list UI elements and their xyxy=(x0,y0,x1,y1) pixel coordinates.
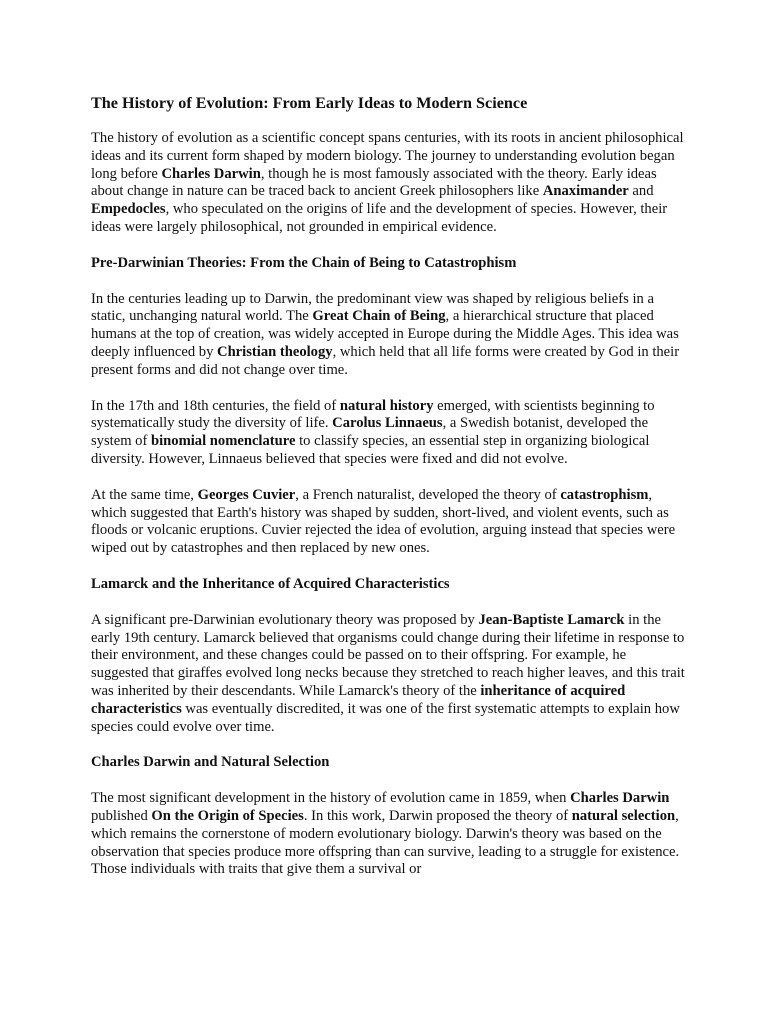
text-run: The history of evolution as a scientific concept spans centuries, with its roots in ancient philosophical ideas and its current form shaped by modern biology. The journey to understanding evolution began long before xyxy=(91,130,684,182)
text-run: , which suggested that Earth's history was shaped by sudden, short-lived, and violent events, such as floods or volcanic eruptions. Cuvier rejected the idea of evolution, arguing instead that species were wiped out by catastrophes and then replaced by new ones. xyxy=(91,486,676,557)
paragraph-intro xyxy=(91,130,685,237)
text-run: In the 17th and 18th centuries, the field of xyxy=(91,397,340,414)
bold-term: catastrophism xyxy=(560,486,649,503)
text-run: and xyxy=(628,183,654,200)
document-page xyxy=(91,93,685,897)
text-run: was eventually discredited, it was one of the first systematic attempts to explain how species could evolve over time. xyxy=(91,700,680,735)
bold-term: Empedocles xyxy=(91,201,166,218)
bold-term: Charles Darwin xyxy=(161,165,261,182)
bold-term: binomial nomenclature xyxy=(151,433,296,450)
bold-term: Georges Cuvier xyxy=(197,486,296,503)
paragraph-catastrophism xyxy=(91,487,685,558)
text-run: , which remains the cornerstone of modern evolutionary biology. Darwin's theory was based on the observation that species produce more offspring than can survive, leading to a struggle for existence. Those individuals with traits that give them a survival or xyxy=(91,807,680,878)
paragraph-natural-selection xyxy=(91,790,685,879)
document-title: The History of Evolution: From Early Ideas to Modern Science xyxy=(91,94,528,112)
text-run: , which held that all life forms were created by God in their present forms and did not change over time. xyxy=(91,343,680,378)
bold-term: On the Origin of Species xyxy=(151,807,304,824)
section-heading-lamarck: Lamarck and the Inheritance of Acquired Characteristics xyxy=(91,575,450,592)
text-run: , who speculated on the origins of life and the development of species. However, their ideas were largely philosophical, not grounded in empirical evidence. xyxy=(91,201,668,235)
text-run: The most significant development in the history of evolution came in 1859, when xyxy=(91,790,571,807)
text-run: , a French naturalist, developed the theory of xyxy=(295,486,561,503)
paragraph-chain-of-being xyxy=(91,291,685,380)
bold-term: Carolus Linnaeus xyxy=(332,415,443,432)
text-run: in the early 19th century. Lamarck believed that organisms could change during their lifetime in response to their environment, and these changes could be passed on to their offspring. For example, he suggested that giraffes evolved long necks because they stretched to reach higher leaves, and this trait was inherited by their descendants. While Lamarck's theory of the xyxy=(91,611,685,699)
text-run: In the centuries leading up to Darwin, the predominant view was shaped by religious beliefs in a static, unchanging natural world. The xyxy=(91,290,654,325)
bold-term: natural selection xyxy=(571,807,676,824)
section-heading-pre-darwinian: Pre-Darwinian Theories: From the Chain of Being to Catastrophism xyxy=(91,254,517,271)
text-run: . In this work, Darwin proposed the theory of xyxy=(303,807,572,824)
paragraph-natural-history xyxy=(91,398,685,469)
text-run: emerged, with scientists beginning to systematically study the diversity of life. xyxy=(91,397,655,432)
text-run: A significant pre-Darwinian evolutionary theory was proposed by xyxy=(91,611,479,628)
bold-term: Jean-Baptiste Lamarck xyxy=(478,611,625,628)
bold-term: Christian theology xyxy=(217,343,333,360)
text-run: published xyxy=(91,807,152,824)
bold-term: Great Chain of Being xyxy=(312,308,446,325)
text-run: to classify species, an essential step in organizing biological diversity. However, Linnaeus believed that species were fixed and did not evolve. xyxy=(91,433,650,467)
text-run: At the same time, xyxy=(91,486,198,503)
text-run: , a hierarchical structure that placed humans at the top of creation, was widely accepted in Europe during the Middle Ages. This idea was deeply influenced by xyxy=(91,308,679,360)
paragraph-lamarck xyxy=(91,612,685,737)
bold-term: natural history xyxy=(339,397,434,414)
text-run: , a Swedish botanist, developed the system of xyxy=(91,415,649,450)
bold-term: Charles Darwin xyxy=(570,790,670,807)
text-run: , though he is most famously associated with the theory. Early ideas about change in nature can be traced back to ancient Greek philosophers like xyxy=(91,165,657,200)
bold-term: Anaximander xyxy=(542,183,629,200)
bold-term: inheritance of acquired characteristics xyxy=(91,682,626,717)
section-heading-darwin: Charles Darwin and Natural Selection xyxy=(91,754,330,771)
